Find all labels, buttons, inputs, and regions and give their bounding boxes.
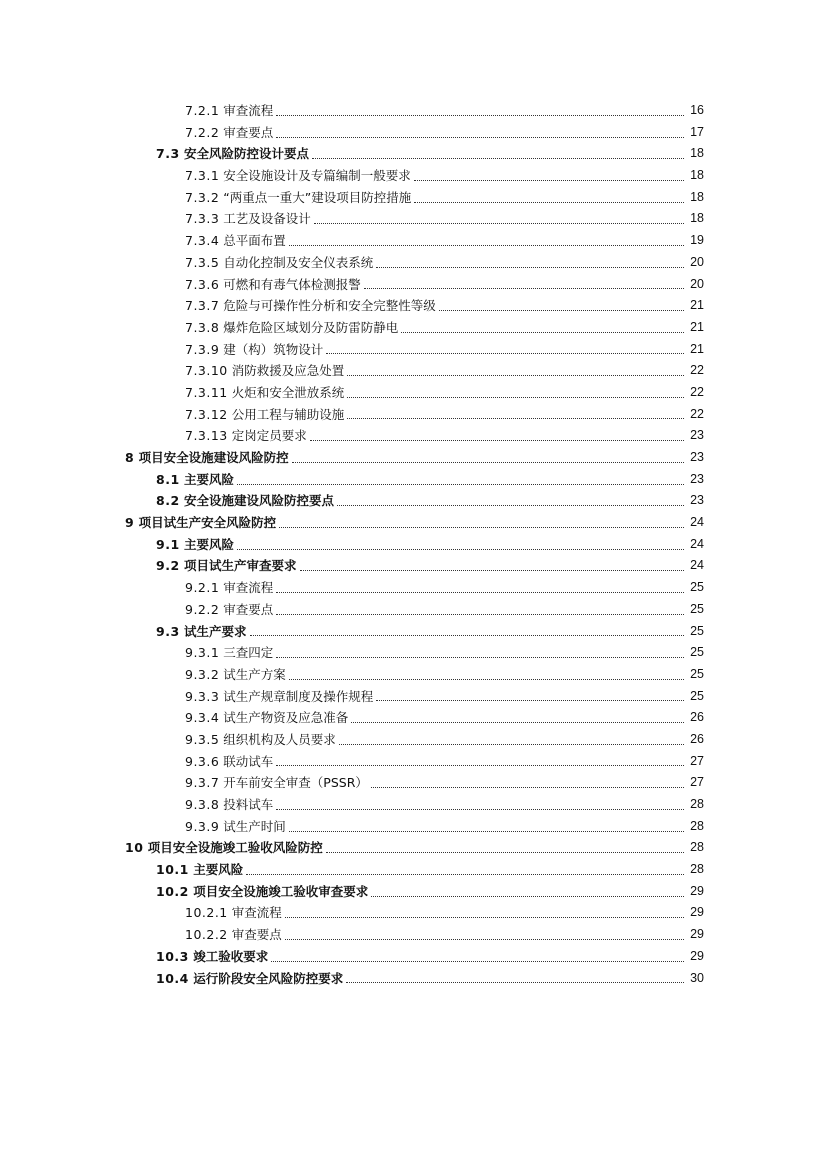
toc-dot-leader xyxy=(276,764,684,766)
toc-entry-page-number: 24 xyxy=(690,536,704,551)
toc-dot-leader xyxy=(276,136,684,138)
toc-entry-number: 9.3.8 xyxy=(185,797,220,812)
toc-entry-page-number: 29 xyxy=(690,883,704,898)
toc-entry-label xyxy=(185,295,438,317)
toc-entry-title: 项目试生产安全风险防控 xyxy=(138,515,277,531)
toc-entry-title: 审查要点 xyxy=(223,601,274,617)
toc-entry-number: 7.3.10 xyxy=(185,363,228,379)
toc-entry-number: 7.3.8 xyxy=(185,319,220,335)
toc-entry-page-number: 22 xyxy=(690,406,704,421)
toc-entry[interactable] xyxy=(0,122,826,144)
toc-entry-number: 7.3.9 xyxy=(185,341,220,357)
toc-entry-number: 9.3.1 xyxy=(185,645,220,661)
toc-entry-label xyxy=(185,404,346,426)
toc-entry-label xyxy=(156,946,270,968)
toc-entry-page-number: 29 xyxy=(690,927,704,942)
toc-entry[interactable] xyxy=(0,837,826,859)
toc-entry-number: 10.3 xyxy=(156,948,189,964)
toc-dot-leader xyxy=(376,266,684,268)
toc-entry-title: 项目安全设施竣工验收风险防控 xyxy=(147,840,323,856)
toc-entry-number: 9.2.1 xyxy=(185,580,220,596)
toc-entry-title: 安全风险防控设计要点 xyxy=(184,146,310,162)
toc-entry-label xyxy=(185,425,309,447)
toc-entry-label xyxy=(185,339,325,361)
toc-entry[interactable] xyxy=(0,382,826,404)
toc-entry[interactable] xyxy=(0,252,826,274)
toc-entry-label xyxy=(156,859,245,881)
toc-dot-leader xyxy=(364,287,684,289)
toc-entry[interactable] xyxy=(0,404,826,426)
toc-entry-title: 火炬和安全泄放系统 xyxy=(231,384,345,400)
toc-dot-leader xyxy=(337,504,684,506)
toc-entry-label xyxy=(185,729,338,751)
toc-entry-label xyxy=(125,512,278,534)
toc-entry-label xyxy=(125,837,325,859)
toc-entry-title: 安全设施设计及专篇编制一般要求 xyxy=(223,168,411,184)
toc-entry-title: 试生产方案 xyxy=(223,666,286,682)
toc-dot-leader xyxy=(292,461,684,463)
toc-dot-leader xyxy=(314,222,684,224)
toc-entry-number: 7.3.12 xyxy=(185,406,228,422)
toc-entry-title: 竣工验收要求 xyxy=(193,948,269,964)
toc-dot-leader xyxy=(347,417,684,419)
toc-entry-page-number: 18 xyxy=(690,211,704,226)
toc-dot-leader xyxy=(237,548,684,550)
toc-entry-title: 建（构）筑物设计 xyxy=(223,341,324,357)
toc-entry-number: 9.3.6 xyxy=(185,753,220,769)
toc-entry-page-number: 18 xyxy=(690,146,704,161)
toc-entry-page-number: 24 xyxy=(690,558,704,573)
toc-dot-leader xyxy=(371,786,684,788)
toc-entry-number: 9.3.2 xyxy=(185,666,220,682)
toc-entry-page-number: 28 xyxy=(690,862,704,877)
toc-entry-label xyxy=(156,469,236,491)
toc-entry[interactable] xyxy=(0,274,826,296)
toc-entry[interactable] xyxy=(0,339,826,361)
toc-entry-page-number: 29 xyxy=(690,905,704,920)
toc-entry-page-number: 24 xyxy=(690,515,704,530)
toc-entry[interactable] xyxy=(0,230,826,252)
toc-entry-label xyxy=(185,165,413,187)
toc-dot-leader xyxy=(289,830,684,832)
toc-entry[interactable] xyxy=(0,881,826,903)
toc-dot-leader xyxy=(285,938,684,940)
toc-dot-leader xyxy=(310,439,684,441)
toc-entry[interactable] xyxy=(0,555,826,577)
toc-entry-label xyxy=(185,924,284,946)
toc-entry-title: 试生产时间 xyxy=(223,818,286,834)
toc-dot-leader xyxy=(414,179,684,181)
toc-dot-leader xyxy=(276,808,684,810)
toc-entry-title: 定岗定员要求 xyxy=(231,428,307,444)
toc-entry-page-number: 30 xyxy=(690,970,704,985)
toc-dot-leader xyxy=(339,743,684,745)
toc-entry-page-number: 23 xyxy=(690,450,704,464)
toc-dot-leader xyxy=(371,895,684,897)
toc-entry[interactable] xyxy=(0,469,826,491)
toc-entry[interactable] xyxy=(0,577,826,599)
toc-entry-title: 可燃和有毒气体检测报警 xyxy=(223,276,361,292)
toc-entry-title: 审查要点 xyxy=(231,927,282,943)
toc-entry-title: 项目安全设施建设风险防控 xyxy=(138,450,289,465)
toc-entry-page-number: 27 xyxy=(690,753,704,768)
toc-entry-number: 10.1 xyxy=(156,862,189,878)
toc-entry-title: 项目安全设施竣工验收审查要求 xyxy=(193,883,369,899)
toc-entry-label xyxy=(185,599,275,621)
toc-dot-leader xyxy=(346,981,684,983)
toc-entry-number: 7.3.4 xyxy=(185,233,220,249)
toc-entry-label xyxy=(185,816,288,838)
toc-entry-title: 项目试生产审查要求 xyxy=(184,558,297,574)
toc-entry-page-number: 22 xyxy=(690,363,704,378)
toc-entry-label xyxy=(156,621,249,643)
toc-entry-number: 8 xyxy=(125,450,135,465)
toc-entry-page-number: 23 xyxy=(690,471,704,486)
toc-entry-number: 9.3.7 xyxy=(185,775,220,791)
toc-entry[interactable] xyxy=(0,512,826,534)
toc-entry[interactable] xyxy=(0,968,826,990)
toc-entry-page-number: 25 xyxy=(690,580,704,595)
toc-dot-leader xyxy=(376,699,684,701)
toc-entry[interactable] xyxy=(0,534,826,556)
toc-entry-label xyxy=(185,187,413,209)
toc-entry-title: 试生产要求 xyxy=(184,623,247,639)
toc-entry-label xyxy=(185,360,346,382)
toc-dot-leader xyxy=(312,157,684,159)
toc-dot-leader xyxy=(250,634,684,636)
toc-entry-title: 爆炸危险区域划分及防雷防静电 xyxy=(223,319,399,335)
toc-entry-title: 运行阶段安全风险防控要求 xyxy=(193,970,344,986)
toc-entry-number: 7.3.1 xyxy=(185,168,220,184)
toc-dot-leader xyxy=(351,721,684,723)
toc-entry-page-number: 19 xyxy=(690,233,704,248)
toc-entry[interactable] xyxy=(0,946,826,968)
toc-entry-page-number: 25 xyxy=(690,601,704,616)
toc-entry-label xyxy=(185,642,275,664)
toc-entry-page-number: 21 xyxy=(690,319,704,334)
toc-entry-page-number: 26 xyxy=(690,731,704,746)
toc-entry-title: “两重点一重大”建设项目防控措施 xyxy=(223,189,412,205)
toc-dot-leader xyxy=(237,483,684,485)
toc-entry-number: 7.3.3 xyxy=(185,211,220,227)
toc-entry-label xyxy=(185,751,275,773)
toc-entry-label xyxy=(185,794,275,816)
toc-dot-leader xyxy=(276,591,684,593)
toc-entry-title: 工艺及设备设计 xyxy=(223,211,311,227)
toc-entry-number: 7.3.11 xyxy=(185,384,228,400)
toc-entry-title: 审查要点 xyxy=(223,124,274,140)
toc-dot-leader xyxy=(276,656,684,658)
toc-entry-title: 组织机构及人员要求 xyxy=(223,731,336,747)
toc-entry-page-number: 28 xyxy=(690,797,704,811)
toc-entry[interactable] xyxy=(0,729,826,751)
toc-entry[interactable] xyxy=(0,447,826,469)
toc-entry-page-number: 25 xyxy=(690,645,704,660)
toc-dot-leader xyxy=(276,114,684,116)
toc-entry-page-number: 26 xyxy=(690,710,704,725)
toc-entry-label xyxy=(156,968,345,990)
toc-entry-label xyxy=(185,230,288,252)
toc-entry-number: 10.2 xyxy=(156,883,189,899)
toc-entry-title: 安全设施建设风险防控要点 xyxy=(184,493,335,509)
toc-entry-page-number: 28 xyxy=(690,818,704,833)
toc-entry-label xyxy=(125,447,291,469)
toc-entry-number: 7.3.7 xyxy=(185,298,220,314)
toc-entry-page-number: 21 xyxy=(690,341,704,356)
toc-entry-number: 9 xyxy=(125,515,135,531)
toc-entry-label xyxy=(185,100,275,122)
toc-entry-page-number: 21 xyxy=(690,298,704,313)
toc-entry[interactable] xyxy=(0,425,826,447)
toc-entry-title: 消防救援及应急处置 xyxy=(231,363,345,379)
toc-entry-label xyxy=(185,686,375,708)
toc-dot-leader xyxy=(347,396,684,398)
toc-entry-label xyxy=(156,490,336,512)
toc-entry-label xyxy=(156,534,236,556)
toc-entry-title: 总平面布置 xyxy=(223,233,286,249)
toc-entry-number: 7.3.5 xyxy=(185,254,220,270)
toc-entry-page-number: 20 xyxy=(690,276,704,291)
toc-entry[interactable] xyxy=(0,143,826,165)
toc-entry[interactable] xyxy=(0,924,826,946)
toc-entry-page-number: 17 xyxy=(690,124,704,139)
toc-entry-number: 9.2 xyxy=(156,558,180,574)
toc-entry-label xyxy=(156,143,311,165)
toc-entry-number: 9.1 xyxy=(156,536,180,552)
toc-entry-title: 试生产规章制度及操作规程 xyxy=(223,688,374,704)
toc-entry-number: 7.3.6 xyxy=(185,276,220,292)
toc-entry[interactable] xyxy=(0,794,826,816)
toc-entry[interactable] xyxy=(0,295,826,317)
toc-entry-title: 自动化控制及安全仪表系统 xyxy=(223,254,374,270)
toc-entry-title: 公用工程与辅助设施 xyxy=(231,406,345,422)
toc-entry-label xyxy=(156,881,370,903)
toc-entry-title: 联动试车 xyxy=(223,753,274,769)
toc-dot-leader xyxy=(271,960,684,962)
toc-entry-number: 7.3 xyxy=(156,146,180,162)
toc-dot-leader xyxy=(276,613,684,615)
toc-entry[interactable] xyxy=(0,208,826,230)
toc-entry-title: 主要风险 xyxy=(184,536,235,552)
toc-entry-label xyxy=(185,664,288,686)
toc-entry-title: 投料试车 xyxy=(223,797,274,812)
toc-entry[interactable] xyxy=(0,317,826,339)
toc-dot-leader xyxy=(289,678,684,680)
toc-entry-page-number: 22 xyxy=(690,384,704,399)
table-of-contents xyxy=(0,100,826,989)
toc-entry[interactable] xyxy=(0,859,826,881)
toc-entry-label xyxy=(185,902,284,924)
toc-entry-label xyxy=(185,252,375,274)
toc-entry-title: 主要风险 xyxy=(184,471,235,487)
toc-entry-page-number: 25 xyxy=(690,688,704,703)
toc-entry[interactable] xyxy=(0,707,826,729)
toc-entry-number: 10.2.1 xyxy=(185,905,228,921)
toc-entry-number: 9.3.5 xyxy=(185,731,220,747)
toc-entry-number: 9.2.2 xyxy=(185,601,220,617)
toc-entry-number: 10.2.2 xyxy=(185,927,228,943)
toc-entry-page-number: 16 xyxy=(690,103,704,117)
toc-entry[interactable] xyxy=(0,100,826,122)
toc-entry-number: 10 xyxy=(125,840,144,856)
toc-entry-number: 9.3.9 xyxy=(185,818,220,834)
toc-entry-title: 开车前安全审查（PSSR） xyxy=(223,775,368,791)
toc-entry[interactable] xyxy=(0,165,826,187)
toc-entry-page-number: 29 xyxy=(690,948,704,963)
toc-entry-label xyxy=(156,555,299,577)
toc-entry-number: 10.4 xyxy=(156,970,189,986)
toc-dot-leader xyxy=(289,244,684,246)
toc-entry-label xyxy=(185,274,363,296)
toc-entry-title: 审查流程 xyxy=(231,905,282,921)
toc-entry-label xyxy=(185,577,275,599)
toc-dot-leader xyxy=(300,569,684,571)
toc-entry-page-number: 27 xyxy=(690,775,704,790)
toc-entry[interactable] xyxy=(0,187,826,209)
toc-dot-leader xyxy=(326,352,684,354)
toc-entry[interactable] xyxy=(0,490,826,512)
toc-entry-page-number: 28 xyxy=(690,840,704,855)
toc-entry-label xyxy=(185,772,370,794)
toc-entry[interactable] xyxy=(0,686,826,708)
toc-entry-title: 审查流程 xyxy=(223,580,274,596)
toc-entry-title: 审查流程 xyxy=(223,103,274,118)
toc-dot-leader xyxy=(285,916,684,918)
toc-entry-number: 7.3.2 xyxy=(185,189,220,205)
toc-dot-leader xyxy=(279,526,684,528)
toc-entry-label xyxy=(185,122,275,144)
toc-entry[interactable] xyxy=(0,664,826,686)
toc-entry-page-number: 23 xyxy=(690,428,704,443)
toc-entry[interactable] xyxy=(0,816,826,838)
toc-entry-page-number: 20 xyxy=(690,254,704,269)
toc-entry[interactable] xyxy=(0,360,826,382)
toc-dot-leader xyxy=(439,309,684,311)
toc-entry[interactable] xyxy=(0,902,826,924)
toc-entry[interactable] xyxy=(0,642,826,664)
toc-entry-title: 三查四定 xyxy=(223,645,274,661)
toc-entry-title: 主要风险 xyxy=(193,862,244,878)
toc-dot-leader xyxy=(401,331,684,333)
toc-entry-number: 7.2.1 xyxy=(185,103,220,118)
toc-entry-page-number: 23 xyxy=(690,493,704,508)
toc-dot-leader xyxy=(347,374,684,376)
toc-dot-leader xyxy=(414,201,684,203)
toc-entry[interactable] xyxy=(0,772,826,794)
toc-entry[interactable] xyxy=(0,621,826,643)
toc-entry-number: 8.2 xyxy=(156,493,180,509)
toc-entry-page-number: 25 xyxy=(690,623,704,638)
toc-dot-leader xyxy=(326,851,684,853)
toc-entry-number: 7.2.2 xyxy=(185,124,220,140)
toc-entry[interactable] xyxy=(0,599,826,621)
toc-entry-page-number: 25 xyxy=(690,666,704,681)
toc-entry-page-number: 18 xyxy=(690,168,704,183)
toc-entry-number: 9.3.3 xyxy=(185,688,220,704)
toc-entry-page-number: 18 xyxy=(690,189,704,204)
toc-entry-number: 9.3 xyxy=(156,623,180,639)
toc-dot-leader xyxy=(246,873,684,875)
toc-entry-number: 9.3.4 xyxy=(185,710,220,726)
toc-entry[interactable] xyxy=(0,751,826,773)
toc-entry-number: 8.1 xyxy=(156,471,180,487)
toc-entry-label xyxy=(185,382,346,404)
toc-entry-title: 试生产物资及应急准备 xyxy=(223,710,349,726)
toc-entry-label xyxy=(185,208,313,230)
toc-entry-label xyxy=(185,317,400,339)
toc-entry-title: 危险与可操作性分析和安全完整性等级 xyxy=(223,298,436,314)
toc-entry-label xyxy=(185,707,350,729)
toc-entry-number: 7.3.13 xyxy=(185,428,228,444)
